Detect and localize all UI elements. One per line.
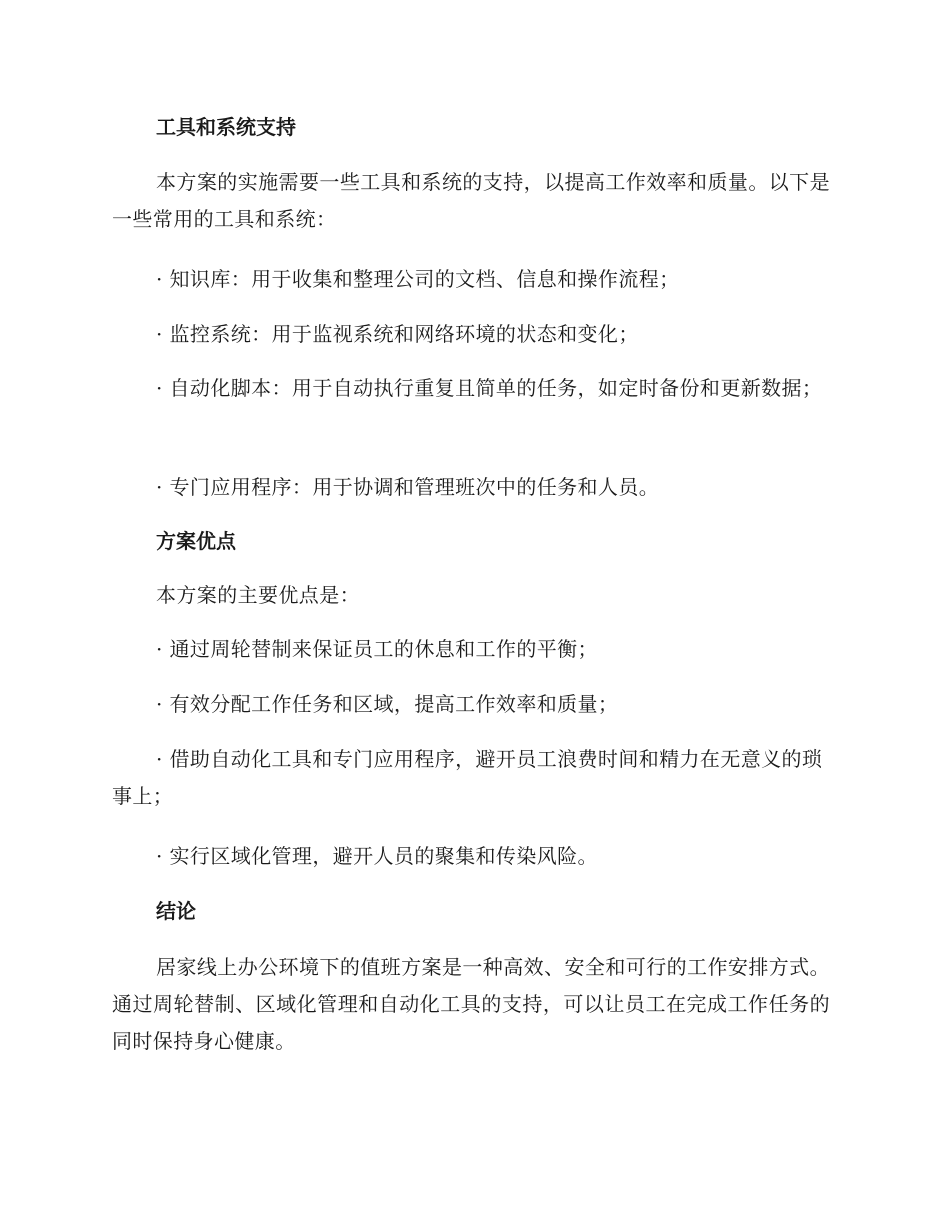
- paragraph-advantages-intro: 本方案的主要优点是：: [156, 583, 360, 607]
- list-item-monitoring: · 监控系统：用于监视系统和网络环境的状态和变化；: [156, 322, 639, 346]
- heading-tools: 工具和系统支持: [156, 115, 296, 139]
- paragraph-conclusion: 居家线上办公环境下的值班方案是一种高效、安全和可行的工作安排方式。通过周轮替制、区域化管理和自动化工具的支持，可以让员工在完成工作任务的同时保持身心健康。: [112, 955, 830, 1053]
- list-item-task-allocation: · 有效分配工作任务和区域，提高工作效率和质量；: [156, 692, 619, 716]
- list-item-dedicated-app: · 专门应用程序：用于协调和管理班次中的任务和人员。: [156, 475, 660, 499]
- list-item-knowledge-base: · 知识库：用于收集和整理公司的文档、信息和操作流程；: [156, 267, 680, 291]
- list-item-regional-management: · 实行区域化管理，避开人员的聚集和传染风险。: [156, 844, 598, 868]
- list-item-automation-tools: · 借助自动化工具和专门应用程序，避开员工浪费时间和精力在无意义的琐事上；: [112, 747, 823, 808]
- paragraph-tools-intro: 本方案的实施需要一些工具和系统的支持，以提高工作效率和质量。以下是一些常用的工具和系统：: [112, 170, 830, 231]
- list-item-automation-script: · 自动化脚本：用于自动执行重复且简单的任务，如定时备份和更新数据；: [156, 376, 823, 400]
- heading-advantages: 方案优点: [156, 529, 236, 553]
- heading-conclusion: 结论: [156, 899, 196, 923]
- list-item-rotation: · 通过周轮替制来保证员工的休息和工作的平衡；: [156, 637, 598, 661]
